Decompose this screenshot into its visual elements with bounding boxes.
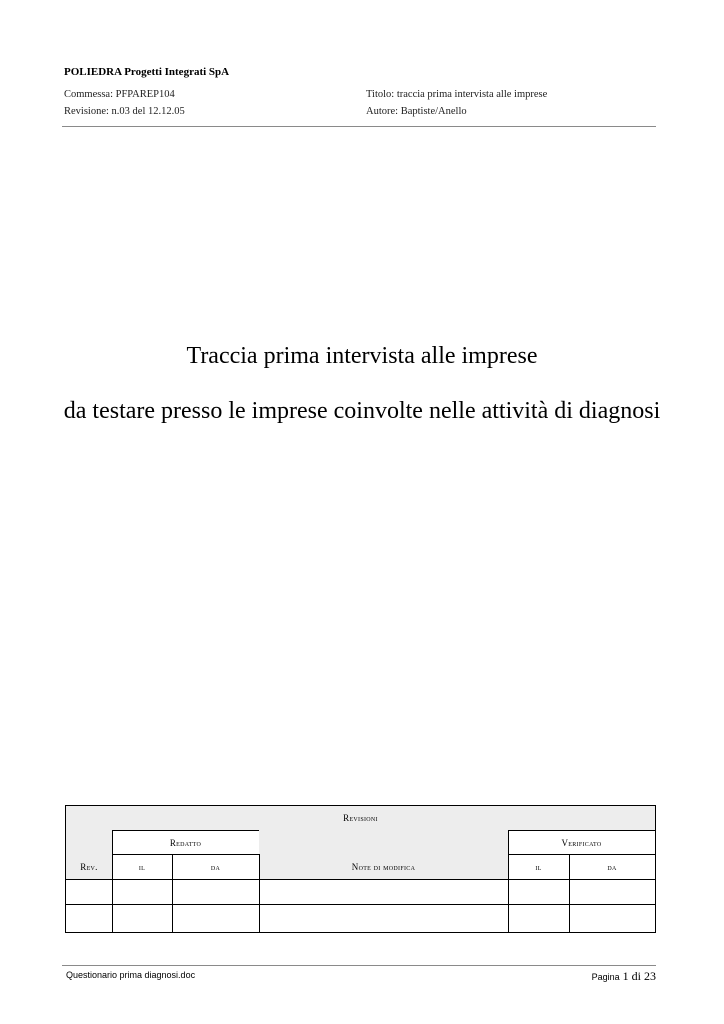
da-verificato-column-header: da	[607, 862, 617, 872]
footer-page-number	[592, 969, 656, 984]
header-bottom-line	[66, 879, 655, 880]
redatto-header: Redatto	[169, 838, 202, 848]
autore-label: Autore: Baptiste/Anello	[366, 106, 467, 117]
revisions-caption: Revisioni	[343, 813, 378, 823]
commessa-label: Commessa: PFPAREP104	[64, 89, 175, 100]
da-column-header: da	[210, 862, 221, 872]
titolo-label: Titolo: traccia prima intervista alle imprese	[366, 89, 548, 100]
note-column-header: Note di modifica	[351, 862, 416, 872]
redatto-top-line	[112, 830, 259, 831]
revisions-table	[65, 805, 656, 933]
verificato-bottom-line	[508, 854, 655, 855]
footer-divider	[62, 965, 656, 966]
document-title: Traccia prima intervista alle imprese	[186, 343, 538, 369]
redatto-bottom-line	[112, 854, 259, 855]
document-subtitle: da testare presso le imprese coinvolte nelle attività di diagnosi	[63, 398, 661, 424]
row-divider-line	[66, 904, 655, 905]
header-divider	[62, 126, 656, 127]
rev-column-header: Rev.	[80, 862, 98, 872]
il-column-header: il	[138, 862, 146, 872]
verificato-top-line	[508, 830, 655, 831]
verificato-header: Verificato	[561, 838, 602, 848]
page-current: 1	[622, 969, 629, 983]
il-verificato-column-header: il	[535, 862, 542, 872]
page-label: Pagina	[591, 972, 620, 982]
revisione-label: Revisione: n.03 del 12.12.05	[64, 106, 185, 117]
company-name: POLIEDRA Progetti Integrati SpA	[64, 66, 230, 78]
footer-filename: Questionario prima diagnosi.doc	[66, 970, 196, 980]
page-total: di 23	[631, 969, 656, 983]
